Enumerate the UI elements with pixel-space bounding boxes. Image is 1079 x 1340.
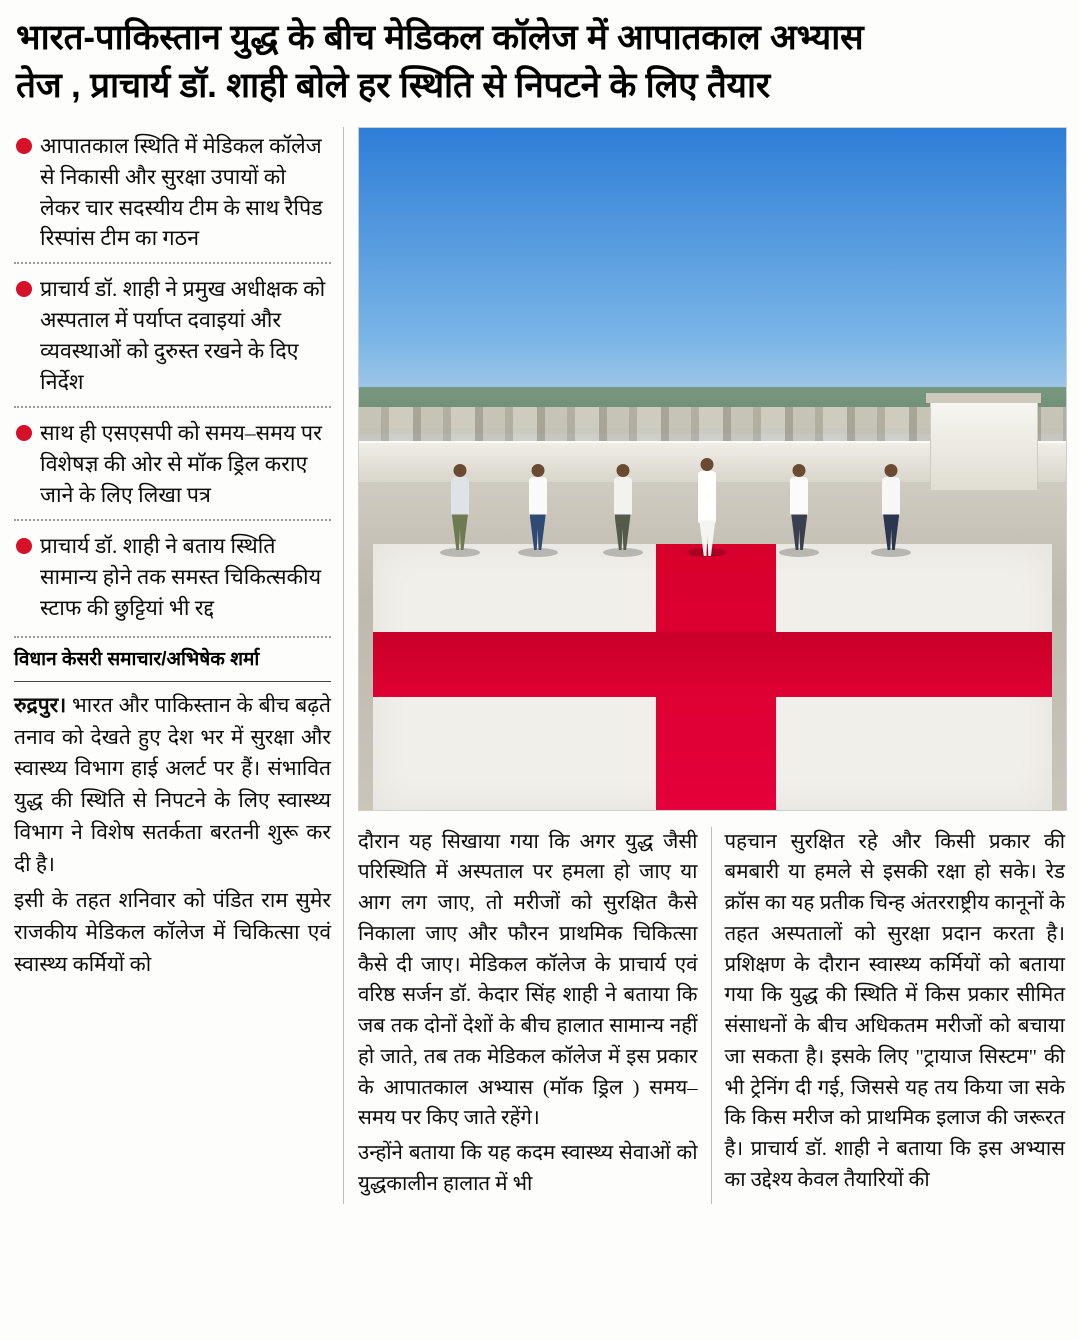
person (614, 464, 632, 550)
person-body (790, 477, 808, 515)
bullet-dot-icon (16, 538, 32, 554)
person (529, 464, 547, 550)
right-story-text (712, 827, 1066, 1204)
hospital-rooftop-red-cross-photo (358, 127, 1067, 811)
person-head (793, 464, 806, 477)
list-item (14, 262, 331, 406)
person-head (885, 464, 898, 477)
person-shadow (440, 548, 480, 557)
right-column (344, 127, 1065, 1204)
byline: विधान केसरी समाचार/अभिषेक शर्मा (14, 648, 331, 682)
paragraph: उन्होंने बताया कि यह कदम स्वास्थ्य सेवाओं को युद्धकालीन हालात में भी (358, 1142, 698, 1195)
person-body (614, 477, 632, 515)
person (882, 464, 900, 550)
list-item (14, 127, 331, 263)
left-column (14, 127, 344, 1204)
person-shadow (518, 548, 558, 557)
headline-block (0, 0, 1079, 117)
headline-line-1: भारत-पाकिस्तान युद्ध के बीच मेडिकल कॉलेज में आपातकाल अभ्यास (16, 18, 864, 57)
rooftop-structure (930, 400, 1038, 491)
bullet-text: आपातकाल स्थिति में मेडिकल कॉलेज से निकासी और सुरक्षा उपायों को लेकर चार सदस्यीय टीम के साथ रैपिड रिस्पांस टीम का गठन (40, 133, 323, 251)
person-legs (530, 514, 546, 550)
paragraph: इसी के तहत शनिवार को पंडित राम सुमेर राजकीय मेडिकल कॉलेज में चिकित्सा एवं स्वास्थ्य कर्मियों को (14, 888, 331, 976)
paragraph-text: भारत और पाकिस्तान के बीच बढ़ते तनाव को देखते हुए देश भर में सुरक्षा और स्वास्थ्य विभाग हाई अलर्ट पर हैं। संभावित युद्ध की स्थिति से निपटने के लिए स्वास्थ्य विभाग ने विशेष सतर्कता बरतनी शुरू कर दी है। (14, 692, 331, 877)
person-shadow (871, 548, 911, 557)
paragraph: दौरान यह सिखाया गया कि अगर युद्ध जैसी परिस्थिति में अस्पताल पर हमला हो जाए या आग लग जाए, तो मरीजों को सुरक्षित कैसे निकाला जाए और फौरन प्राथमिक चिकित्सा कैसे दी जाए। मेडिकल कॉलेज के प्राचार्य एवं वरिष्ठ सर्जन डॉ. केदार सिंह शाही ने बताया कि जब तक दोनों देशों के बीच हालात सामान्य नहीं हो जाते, तब तक मेडिकल कॉलेज में इस प्रकार के आपातकाल अभ्यास (मॉक ड्रिल ) समय–समय पर किए जाते रहेंगे। (358, 830, 698, 1130)
person-head (616, 464, 629, 477)
byline-wrapper (14, 636, 331, 682)
person-body (451, 477, 469, 515)
bullet-dot-icon (16, 138, 32, 154)
person-legs (791, 514, 807, 550)
bullet-dot-icon (16, 425, 32, 441)
person-shadow (687, 548, 727, 557)
bullet-text: प्राचार्य डॉ. शाही ने प्रमुख अधीक्षक को अस्पताल में पर्याप्त दवाइयां और व्यवस्थाओं को दुरुस्त रखने के दिए निर्देश (40, 277, 326, 395)
page-title (16, 14, 1063, 111)
person-head (453, 464, 466, 477)
person-body (698, 471, 716, 523)
person-legs (615, 514, 631, 550)
person-shadow (603, 548, 643, 557)
person-body (882, 477, 900, 515)
person-body (529, 477, 547, 515)
bullet-text: साथ ही एसएसपी को समय–समय पर विशेषज्ञ की ओर से मॉक ड्रिल कराए जाने के लिए लिखा पत्र (40, 421, 322, 508)
left-story-text (14, 682, 331, 981)
bullet-dot-icon (16, 281, 32, 297)
person-legs (883, 514, 899, 550)
person (451, 464, 469, 550)
bullet-text: प्राचार्य डॉ. शाही ने बताय स्थिति सामान्य होने तक समस्त चिकित्सकीय स्टाफ की छुट्टियां भी रद्द (40, 534, 322, 620)
middle-story-text (358, 827, 712, 1204)
lower-columns (358, 817, 1065, 1204)
key-points-list (14, 127, 331, 632)
red-cross-horizontal (373, 632, 1052, 697)
list-item (14, 406, 331, 519)
paragraph: पहचान सुरक्षित रहे और किसी प्रकार की बमबारी या हमले से इसकी रक्षा हो सके। रेड क्रॉस का यह प्रतीक चिन्ह अंतरराष्ट्रीय कानूनों के तहत अस्पतालों को सुरक्षा प्रदान करता है। प्रशिक्षण के दौरान स्वास्थ्य कर्मियों को बताया गया कि युद्ध की स्थिति में किस प्रकार सीमित संसाधनों के बीच अधिकतम मरीजों को बचाया जा सकता है। इसके लिए "ट्रायाज सिस्टम" की भी ट्रेनिंग दी गई, जिससे यह तय किया जा सके कि किस मरीज को प्राथमिक इलाज की जरूरत है। प्राचार्य डॉ. शाही ने बताया कि इस अभ्यास का उद्देश्य केवल तैयारियों की (724, 830, 1065, 1191)
person-head (531, 464, 544, 477)
dateline: रुद्रपुर। (14, 693, 67, 717)
person-legs (452, 514, 468, 550)
article-body (0, 117, 1079, 1204)
person-shadow (779, 548, 819, 557)
person (790, 464, 808, 550)
list-item (14, 519, 331, 632)
person (698, 458, 716, 550)
sky (359, 128, 1066, 428)
headline-line-2: तेज , प्राचार्य डॉ. शाही बोले हर स्थिति से निपटने के लिए तैयार (16, 66, 770, 106)
person-head (701, 458, 714, 471)
paragraph (14, 690, 331, 881)
